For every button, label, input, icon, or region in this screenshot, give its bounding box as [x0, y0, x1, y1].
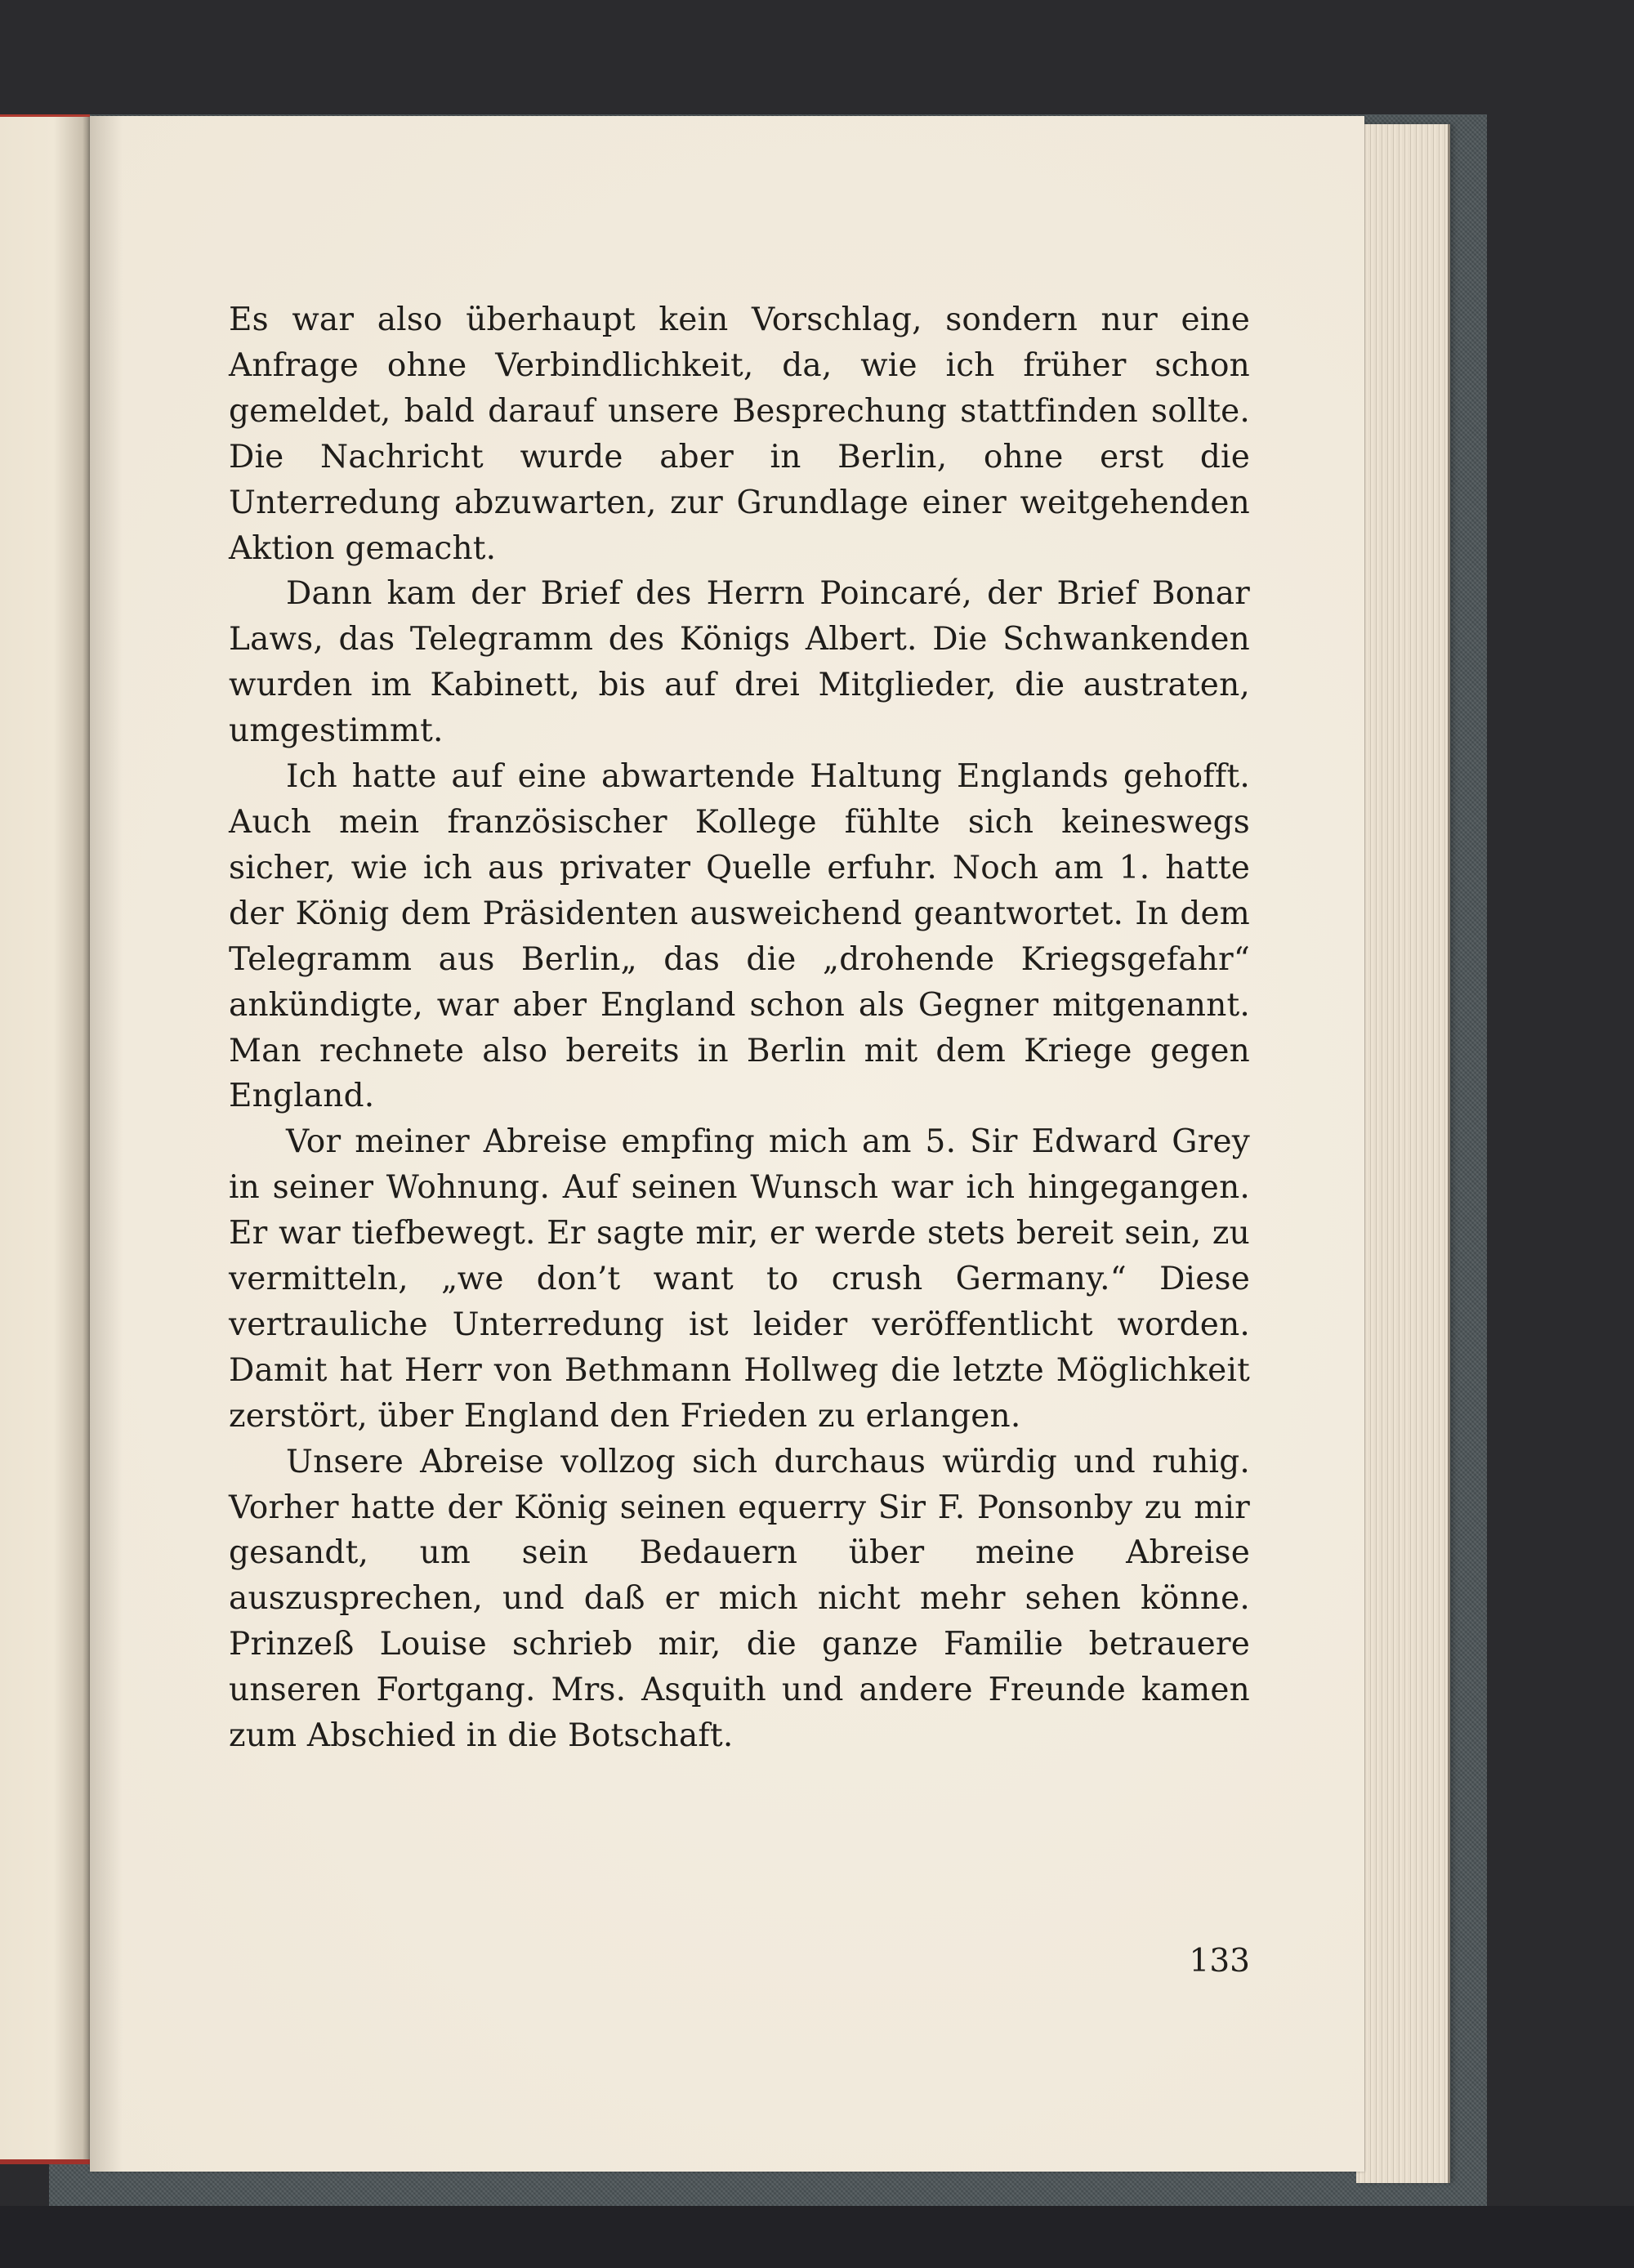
paragraph-5: Unsere Abreise vollzog sich durchaus würdig und ruhig. Vorher hatte der König seinen equerry Sir F. Ponsonby zu mir gesandt, um sein Bedauern über meine Abreise auszusprechen, und daß er mich nicht mehr sehen könne. Prinzeß Louise schrieb mir, die ganze Familie betrauere unseren Fortgang. Mrs. Asquith und andere Freunde kamen zum Abschied in die Botschaft.	[229, 1443, 1250, 1755]
paragraph-4: Vor meiner Abreise empfing mich am 5. Sir Edward Grey in seiner Wohnung. Auf seinen Wunsch war ich hingegangen. Er war tiefbewegt. Er sagte mir, er werde stets bereit sein, zu vermitteln, „we don’t want to crush Germany.“ Diese vertrauliche Unterredung ist leider veröffentlicht worden. Damit hat Herr von Bethmann Hollweg die letzte Möglichkeit zerstört, über England den Frieden zu erlangen.	[229, 1123, 1250, 1435]
page-block-edge	[1356, 124, 1450, 2183]
paragraph-2: Dann kam der Brief des Herrn Poincaré, der Brief Bonar Laws, das Telegramm des Königs Albert. Die Schwankenden wurden im Kabinett, bis auf drei Mitglieder, die austraten, umgestimmt.	[229, 575, 1250, 750]
page-body-text	[229, 297, 1250, 1759]
paragraph-1: Es war also überhaupt kein Vorschlag, sondern nur eine Anfrage ohne Verbindlichkeit, da, wie ich früher schon gemeldet, bald darauf unsere Besprechung stattfinden sollte. Die Nachricht wurde aber in Berlin, ohne erst die Unterredung abzuwarten, zur Grundlage einer weitgehenden Aktion gemacht.	[229, 301, 1250, 567]
book-page	[90, 116, 1364, 2172]
paragraph-3: Ich hatte auf eine abwartende Haltung Englands gehofft. Auch mein französischer Kollege fühlte sich keineswegs sicher, wie ich aus privater Quelle erfuhr. Noch am 1. hatte der König dem Präsidenten ausweichend geantwortet. In dem Telegramm aus Berlin„ das die „drohende Kriegsgefahr“ ankündigte, war aber England schon als Gegner mitgenannt. Man rechnete also bereits in Berlin mit dem Kriege gegen England.	[229, 758, 1250, 1115]
left-facing-page	[0, 114, 90, 2164]
background-shadow	[0, 2206, 1634, 2268]
page-number: 133	[1189, 1943, 1250, 1980]
